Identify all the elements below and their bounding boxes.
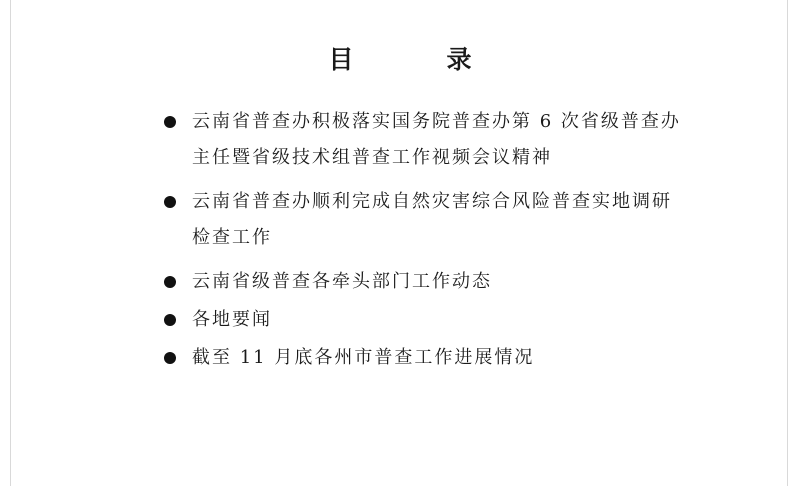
toc-item[interactable] — [162, 302, 682, 338]
toc-item-text: 云南省普查办积极落实国务院普查办第 6 次省级普查办主任暨省级技术组普查工作视频会议精神 — [192, 111, 681, 168]
bullet-icon — [164, 116, 176, 128]
toc-item-text: 云南省级普查各牵头部门工作动态 — [192, 271, 492, 292]
bullet-icon — [164, 314, 176, 326]
toc-title: 目 录 — [328, 45, 506, 74]
bullet-icon — [164, 352, 176, 364]
toc-item-text: 云南省普查办顺利完成自然灾害综合风险普查实地调研检查工作 — [192, 191, 672, 248]
bullet-icon — [164, 196, 176, 208]
toc-item[interactable] — [162, 264, 682, 300]
bullet-icon — [164, 276, 176, 288]
toc-list — [162, 104, 682, 384]
toc-item-text: 各地要闻 — [192, 309, 272, 330]
toc-item[interactable] — [162, 184, 682, 256]
toc-item-text: 截至 11 月底各州市普查工作进展情况 — [192, 347, 535, 368]
toc-item[interactable] — [162, 340, 682, 376]
toc-item[interactable] — [162, 104, 682, 176]
